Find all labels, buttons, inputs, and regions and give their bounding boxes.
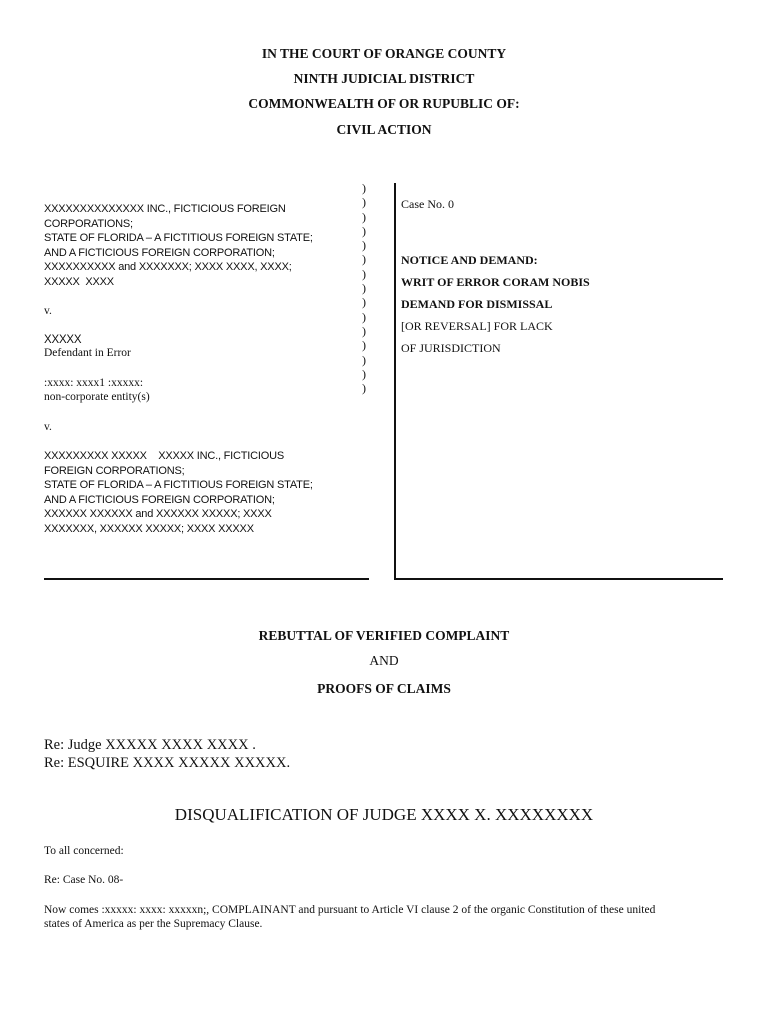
caption-divider-vertical xyxy=(394,183,396,580)
body-paragraph-line: Now comes :xxxxx: xxxx: xxxxxn;, COMPLAINANT and pursuant to Article VI clause 2 of the organic Constitution of these united xyxy=(44,904,656,916)
notice-title: NOTICE AND DEMAND: xyxy=(401,253,538,267)
caption-rule-left xyxy=(44,578,369,580)
rebuttal-title: REBUTTAL OF VERIFIED COMPLAINT xyxy=(258,628,510,643)
case-reference: Re: Case No. 08- xyxy=(44,874,124,886)
entity: :xxxx: xxxx1 :xxxxx: xyxy=(44,377,144,389)
defendant-role: Defendant in Error xyxy=(44,347,131,359)
party1-line: XXXXXXXXXX and XXXXXXX; XXXX XXXX, XXXX; xyxy=(44,261,292,274)
entity-role: non-corporate entity(s) xyxy=(44,391,150,403)
party2-line: FOREIGN CORPORATIONS; xyxy=(44,464,185,477)
party1-line: STATE OF FLORIDA – A FICTITIOUS FOREIGN STATE; xyxy=(44,232,313,245)
party2-line: STATE OF FLORIDA – A FICTITIOUS FOREIGN STATE; xyxy=(44,479,313,492)
party2-block xyxy=(44,449,356,537)
jurisdiction-text: OF JURISDICTION xyxy=(401,341,501,355)
party1-line: AND A FICTICIOUS FOREIGN CORPORATION; xyxy=(44,246,275,259)
re-esquire: Re: ESQUIRE XXXX XXXXX XXXXX. xyxy=(44,755,291,771)
caption-rule-right xyxy=(394,578,723,580)
party2-line: XXXXXXXXX XXXXX XXXXX INC., FICTICIOUS xyxy=(44,450,284,462)
versus-1: v. xyxy=(44,305,52,317)
case-number: Case No. 0 xyxy=(401,197,454,211)
party2-line: XXXXXXX, XXXXXX XXXXX; XXXX XXXXX xyxy=(44,522,254,535)
party1-line: XXXXXXXXXXXXXX INC., FICTICIOUS FOREIGN xyxy=(44,203,286,215)
reversal-text: [OR REVERSAL] FOR LACK xyxy=(401,319,553,333)
district: NINTH JUDICIAL DISTRICT xyxy=(293,71,475,86)
party2-line: XXXXXX XXXXXX and XXXXXX XXXXX; XXXX xyxy=(44,508,272,521)
body-paragraph-line: states of America as per the Supremacy Clause. xyxy=(44,918,263,930)
greeting: To all concerned: xyxy=(44,845,124,857)
party1-line: XXXXX XXXX xyxy=(44,275,114,288)
court-name: IN THE COURT OF ORANGE COUNTY xyxy=(261,46,507,61)
party1-line: CORPORATIONS; xyxy=(44,217,133,230)
party1-block xyxy=(44,202,356,290)
and-connector: AND xyxy=(369,653,399,668)
writ-title: WRIT OF ERROR CORAM NOBIS xyxy=(401,275,590,289)
caption-parentheses: ) ) ) ) ) ) ) ) ) ) ) ) ) ) ) xyxy=(362,181,366,396)
versus-2: v. xyxy=(44,421,52,433)
party2-line: AND A FICTICIOUS FOREIGN CORPORATION; xyxy=(44,493,275,506)
jurisdiction-header: COMMONWEALTH OF OR RUPUBLIC OF: xyxy=(248,96,520,111)
proofs-title: PROOFS OF CLAIMS xyxy=(317,681,451,696)
action-type: CIVIL ACTION xyxy=(336,122,432,137)
demand-title: DEMAND FOR DISMISSAL xyxy=(401,297,553,311)
defendant: XXXXX xyxy=(44,334,82,346)
disqualification-title: DISQUALIFICATION OF JUDGE XXXX X. XXXXXXXX xyxy=(174,805,594,824)
re-judge: Re: Judge XXXXX XXXX XXXX . xyxy=(44,737,256,753)
